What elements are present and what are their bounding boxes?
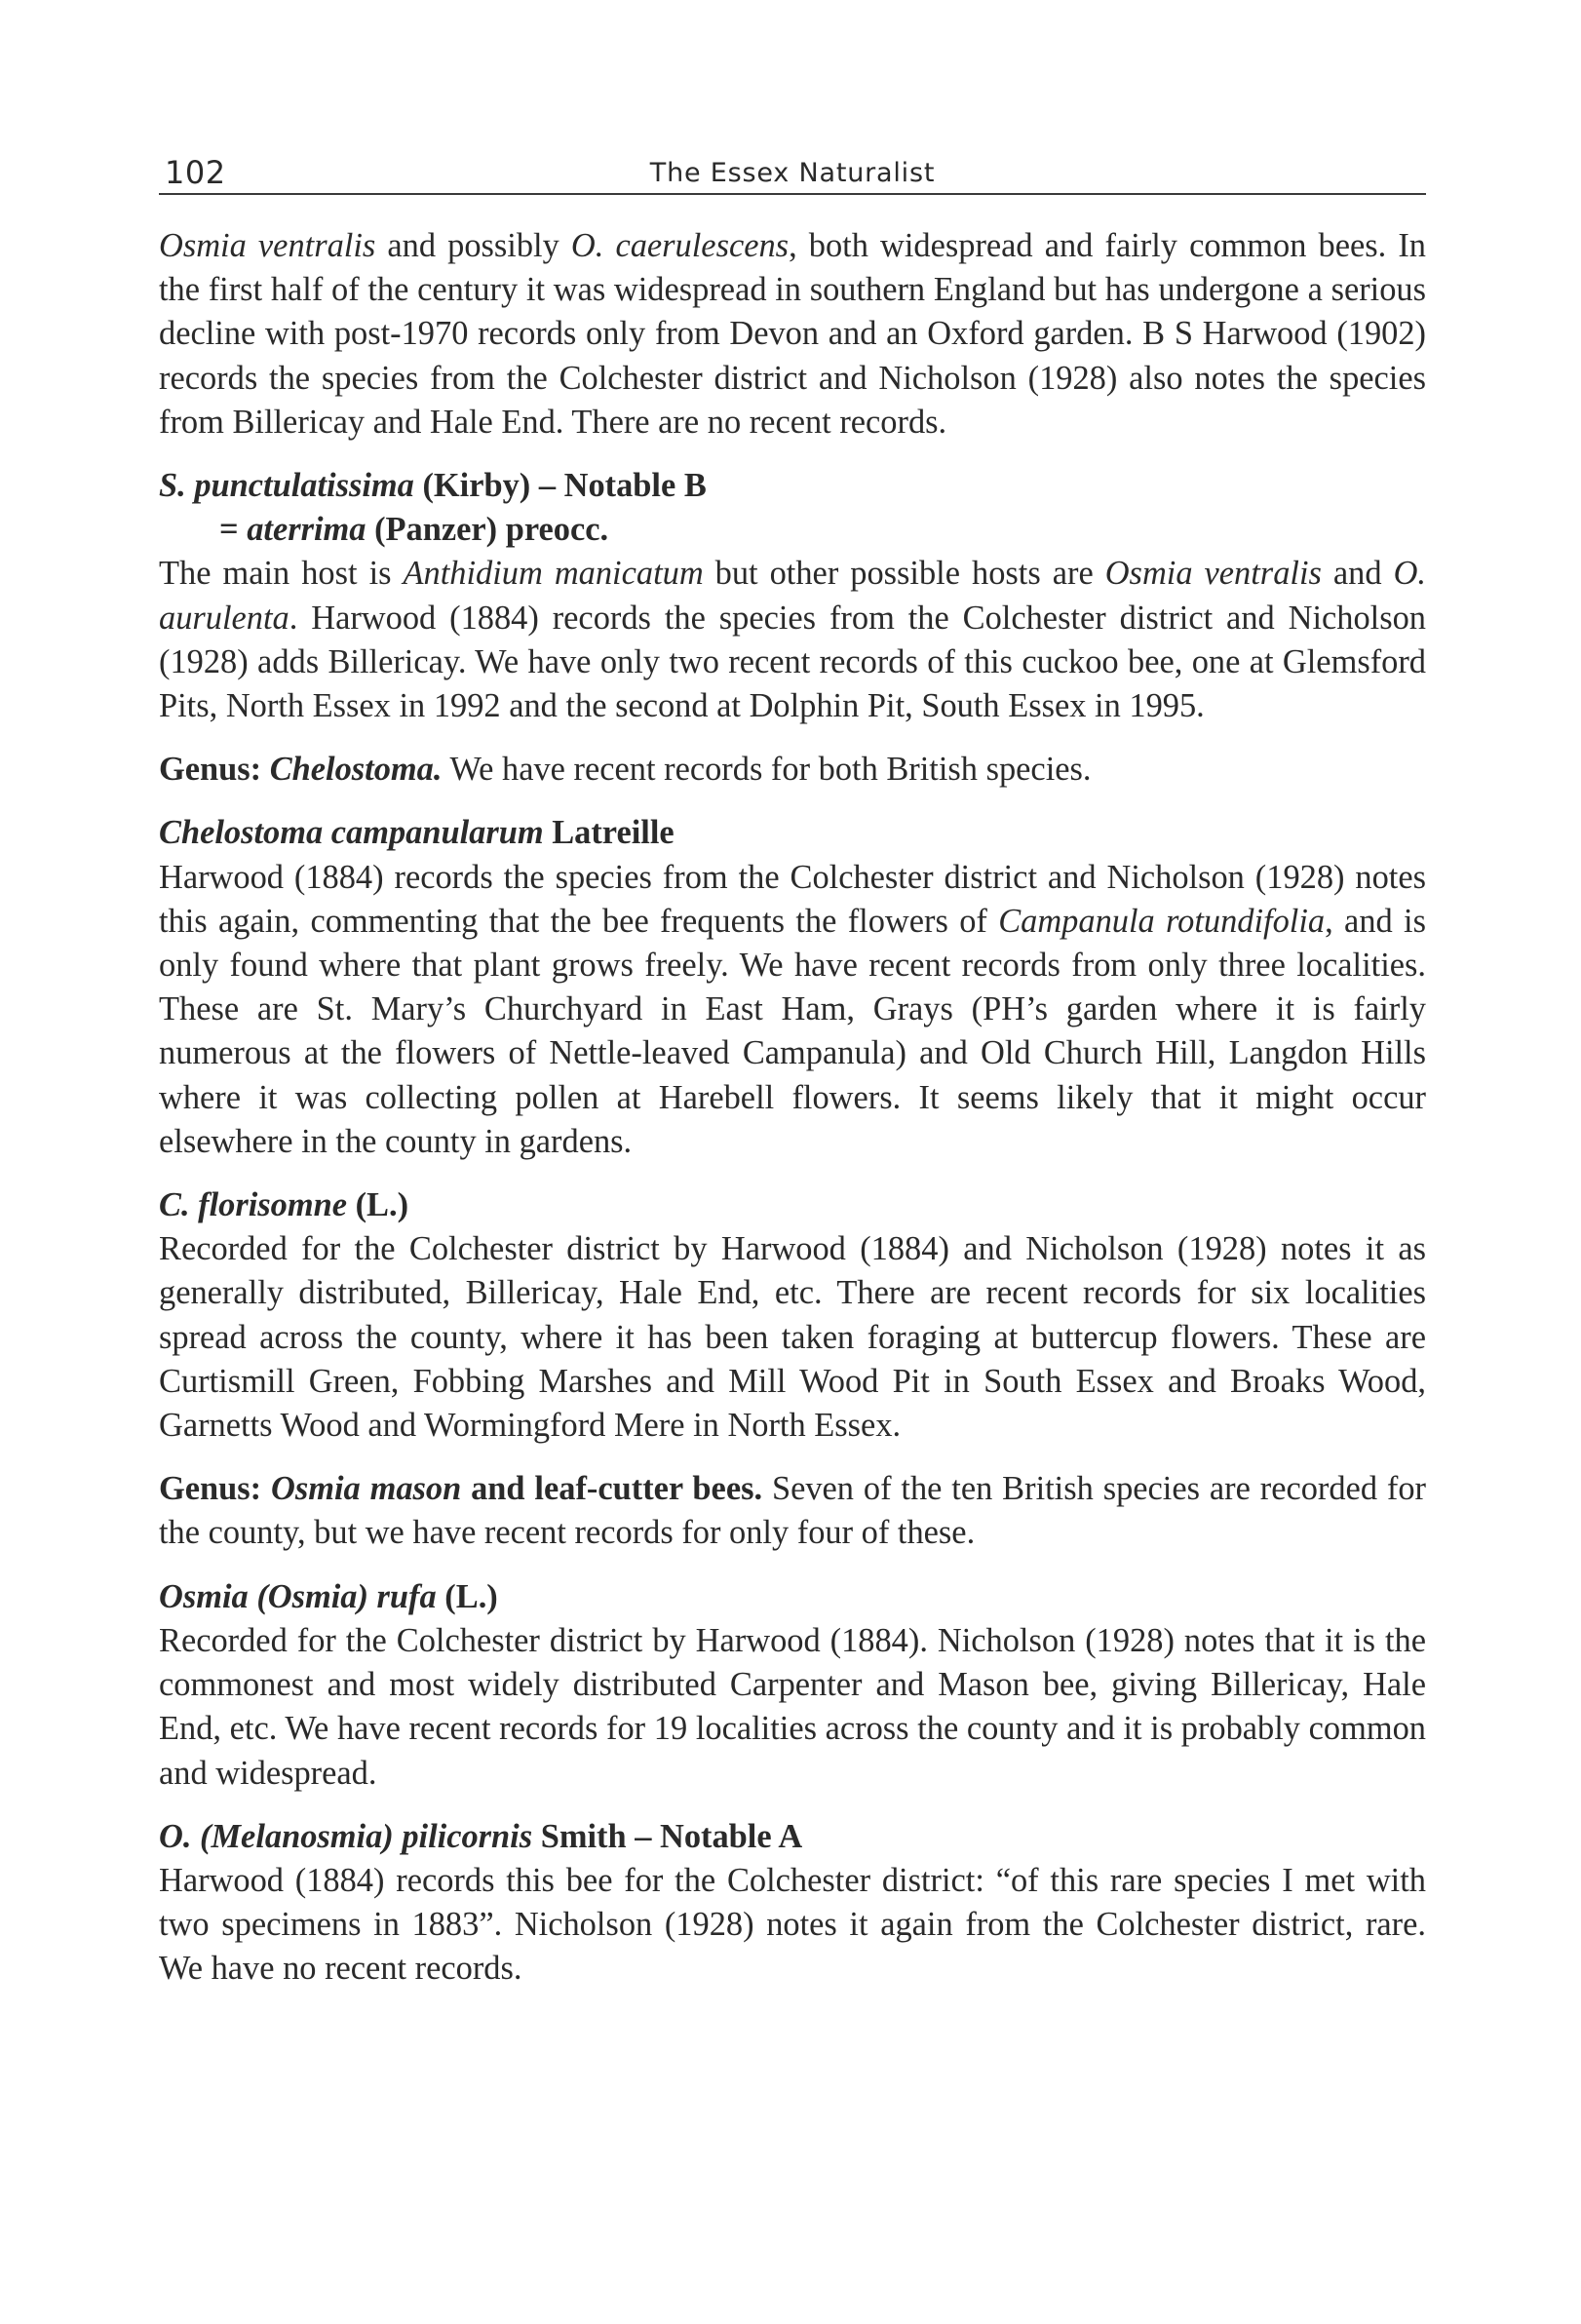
species-name: Osmia ventralis xyxy=(1104,555,1322,593)
text-run: . Harwood (1884) records the species from the Colchester district and Nicholson (1928) adds Billericay. We have only two recent records of this cuckoo bee, one at Glemsford Pits, North Essex in 1992 and the second at Dolphin Pit, South Essex in 1995. xyxy=(159,599,1426,725)
pilicornis-paragraph xyxy=(159,1859,1426,1992)
heading-authority: Smith – Notable A xyxy=(532,1817,803,1855)
text-run: The main host is xyxy=(159,555,404,593)
species-name: C. florisomne xyxy=(159,1186,347,1224)
heading-authority: (L.) xyxy=(347,1186,409,1224)
intro-paragraph xyxy=(159,224,1426,445)
genus-osmia-paragraph xyxy=(159,1467,1426,1555)
species-name: Osmia (Osmia) rufa xyxy=(159,1577,437,1615)
heading-authority: (Kirby) – Notable B xyxy=(413,467,707,505)
article-body xyxy=(159,224,1426,1992)
species-heading-rufa xyxy=(159,1575,1426,1619)
species-heading-campanularum xyxy=(159,811,1426,855)
punctulatissima-paragraph xyxy=(159,552,1426,728)
page-number: 102 xyxy=(165,154,226,191)
running-header xyxy=(159,146,1426,195)
rufa-paragraph xyxy=(159,1619,1426,1796)
species-name: Osmia ventralis xyxy=(159,227,376,264)
species-name: S. punctulatissima xyxy=(159,467,414,505)
text-run: , and is only found where that plant grows freely. We have recent records from only three localities. These are St. Mary’s Churchyard in East Ham, Grays (PH’s garden where it is fairly numerous at the flowers of Nettle-leaved Campanula) and Old Church Hill, Langdon Hills where it was collecting pollen at Harebell flowers. It seems likely that it might occur elsewhere in the county in gardens. xyxy=(159,902,1426,1160)
page xyxy=(159,146,1426,1992)
species-name: Campanula rotundifolia xyxy=(998,902,1326,940)
genus-name: Osmia mason xyxy=(270,1470,462,1508)
florisomne-paragraph xyxy=(159,1227,1426,1448)
text-run: , both widespread and fairly common bees. In the first half of the century it was widespread in southern England but has undergone a serious decline with post-1970 records only from Devon and an Oxford garden. B S Harwood (1902) records the species from the Colchester district and Nicholson (1928) also notes the species from Billericay and Hale End. There are no recent records. xyxy=(159,227,1426,441)
genus-label: Genus: xyxy=(159,751,270,789)
text-run: and possibly xyxy=(375,227,571,264)
genus-chelostoma-paragraph xyxy=(159,748,1426,792)
species-heading-punctulatissima xyxy=(159,464,1426,508)
species-name: O. aurulenta xyxy=(159,555,1426,637)
genus-label: Genus: xyxy=(159,1470,271,1508)
text-run: Harwood (1884) records the species from the Colchester district and Nicholson (1928) notes this again, commenting that the bee frequents the flowers of xyxy=(159,858,1426,940)
journal-title: The Essex Naturalist xyxy=(649,158,936,188)
species-name: Chelostoma campanularum xyxy=(159,814,544,852)
text-run: and xyxy=(1321,555,1394,593)
equals-sign: = xyxy=(219,511,248,549)
heading-authority: Latreille xyxy=(543,814,675,852)
genus-name: Chelostoma. xyxy=(269,751,443,789)
species-name: O. (Melanosmia) pilicornis xyxy=(159,1817,533,1855)
text-run: but other possible hosts are xyxy=(703,555,1105,593)
text-run: Recorded for the Colchester district by Harwood (1884) and Nicholson (1928) notes it as generally distributed, Billericay, Hale End, etc. There are recent records for six localities spread across the county, where it has been taken foraging at buttercup flowers. These are Curtismill Green, Fobbing Marshes and Mill Wood Pit in South Essex and Broaks Wood, Garnetts Wood and Wormingford Mere in North Essex. xyxy=(159,1230,1426,1445)
synonym-name: aterrima xyxy=(247,511,366,549)
heading-authority: (L.) xyxy=(436,1577,498,1615)
text-run: Seven of the ten British species are recorded for the county, but we have recent records for only four of these. xyxy=(159,1470,1426,1552)
text-run: Harwood (1884) records this bee for the Colchester district: “of this rare species I met with two specimens in 1883”. Nicholson (1928) notes it again from the Colchester district, rare. We have no recent records. xyxy=(159,1861,1426,1988)
synonym-line xyxy=(159,508,1426,552)
synonym-authority: (Panzer) preocc. xyxy=(366,511,609,549)
text-run: We have recent records for both British species. xyxy=(442,751,1092,789)
species-heading-pilicornis xyxy=(159,1815,1426,1859)
species-name: Anthidium manicatum xyxy=(403,555,704,593)
genus-description: and leaf-cutter bees. xyxy=(461,1470,763,1508)
species-heading-florisomne xyxy=(159,1183,1426,1227)
species-name: O. caerulescens xyxy=(570,227,790,264)
campanularum-paragraph xyxy=(159,856,1426,1164)
text-run: Recorded for the Colchester district by Harwood (1884). Nicholson (1928) notes that it is the commonest and most widely distributed Carpenter and Mason bee, giving Billericay, Hale End, etc. We have recent records for 19 localities across the county and it is probably common and widespread. xyxy=(159,1621,1426,1792)
